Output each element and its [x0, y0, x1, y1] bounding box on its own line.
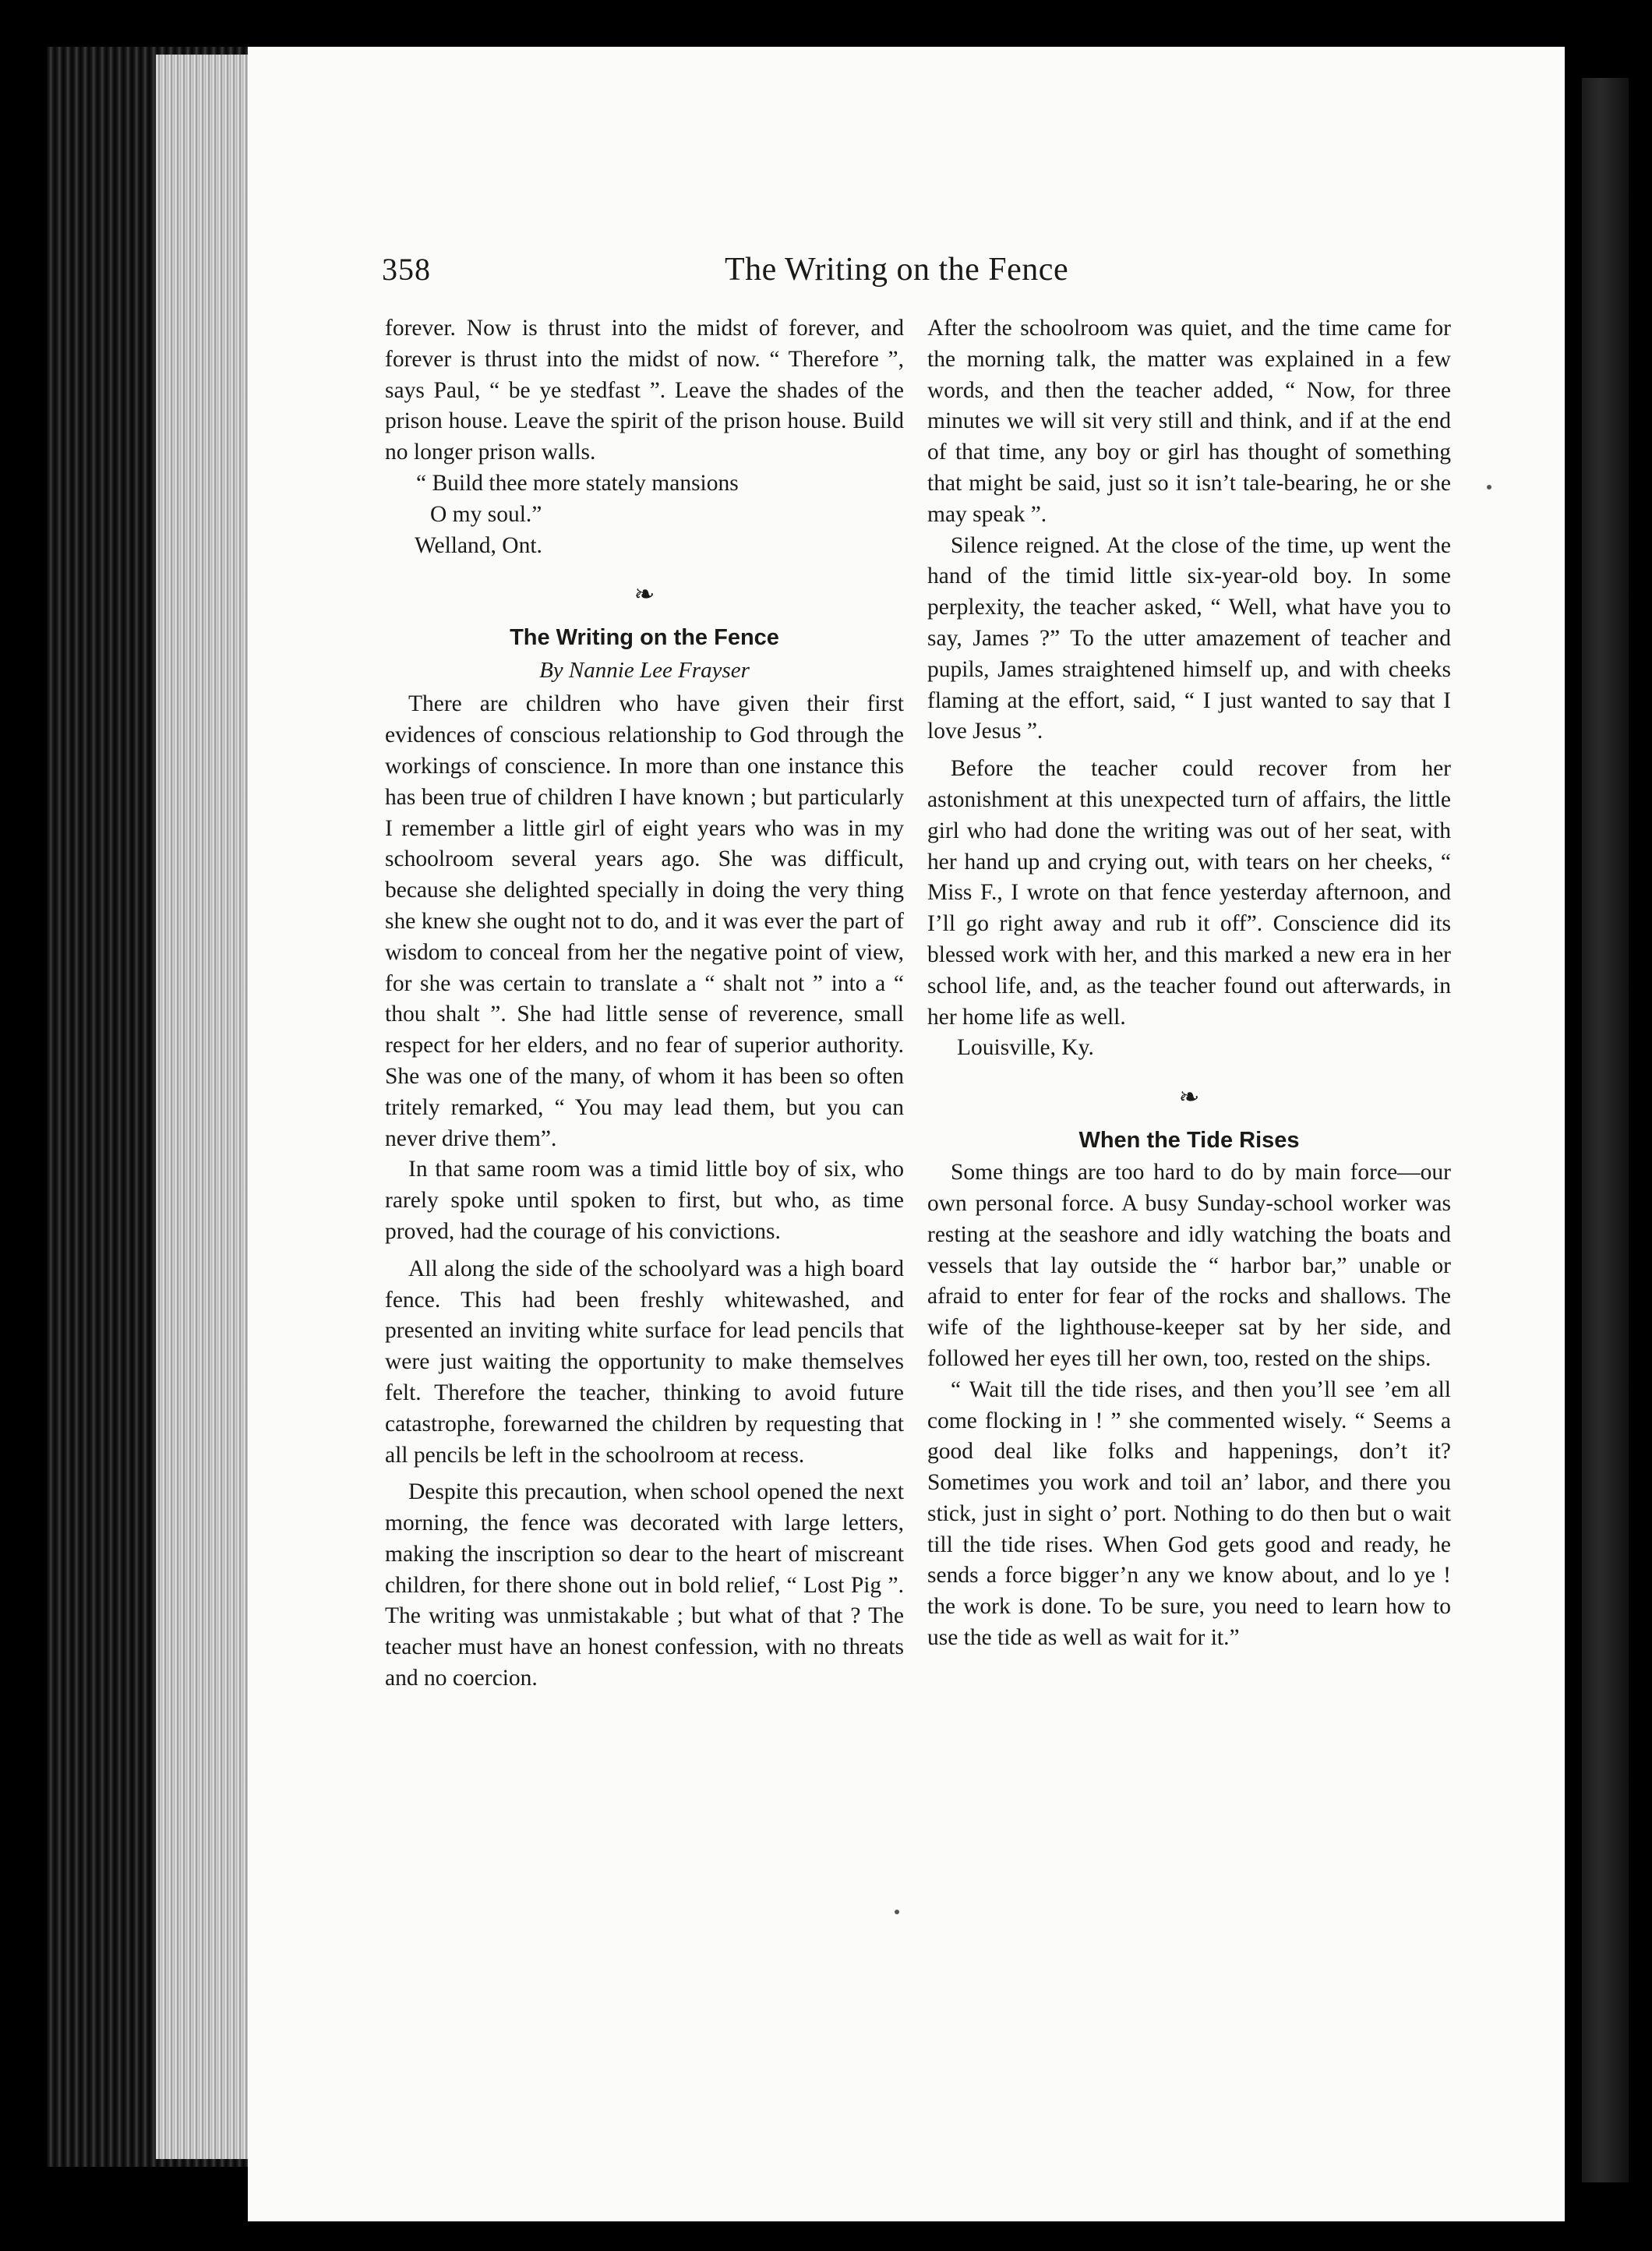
paragraph: Despite this precaution, when school opened the next morning, the fence was decorated with large letters, making the inscription so dear to the heart of miscreant children, for there shone out in bold relief, “ Lost Pig ”. The writing was unmistakable ; but what of that ? The teacher must have an honest confession, with no threats and no coercion.: [385, 1479, 904, 1691]
paragraph: There are children who have given their first evidences of conscious relationship to God through the workings of conscience. In more than one instance this has been true of children I have known ; but particularly I remember a little girl of eight years who was in my schoolroom several years ago. She was difficult, because she delighted specially in doing the very thing she knew she ought not to do, and it was ever the part of wisdom to conceal from her the negative point of view, for she was certain to translate a “ shalt not ” into a “ thou shalt ”. She had little sense of reverence, small respect for her elders, and no fear of superior authority. She was one of the many, of whom it has been so often tritely remarked, “ You may lead them, but you can never drive them”.: [385, 691, 904, 1151]
verse-line: O my soul.”: [430, 501, 542, 527]
ornament-icon: ❧: [634, 580, 655, 609]
paragraph: All along the side of the schoolyard was a high board fence. This had been freshly whitewashed, and presented an inviting white surface for lead pencils that were just waiting the opportunity to make themselves felt. Therefore the teacher, thinking to avoid future catastrophe, forewarned the children by requesting that all pencils be left in the schoolroom at recess.: [385, 1256, 904, 1468]
article-title: When the Tide Rises: [1078, 1128, 1300, 1154]
paragraph: Silence reigned. At the close of the time, up went the hand of the timid little six-year-old boy. In some perplexity, the teacher asked, “ Well, what have you to say, James ?” To the utter amazement of teacher and pupils, James straightened himself up, and with cheeks flaming at the effort, said, “ I just wanted to say that I love Jesus ”.: [927, 532, 1451, 744]
facing-page-edge: [1582, 78, 1629, 2182]
running-title: The Writing on the Fence: [725, 252, 1069, 288]
signature: Welland, Ont.: [415, 532, 542, 558]
article-title: The Writing on the Fence: [510, 625, 779, 651]
ornament-icon: ❧: [1178, 1083, 1200, 1111]
paragraph: In that same room was a timid little boy of six, who rarely spoke until spoken to first, but who, as time proved, had the courage of his convictions.: [385, 1157, 904, 1244]
verse-line: “ Build thee more stately mansions: [416, 470, 739, 496]
intro-text: forever. Now is thrust into the midst of forever, and forever is thrust into the midst of now. “ Therefore ”, says Paul, “ be ye stedfast ”. Leave the shades of the prison house. Leave the spirit of the prison house. Build no longer prison walls.: [385, 316, 904, 465]
paragraph: Some things are too hard to do by main force—our own personal force. A busy Sunday-school worker was resting at the seashore and idly watching the boats and vessels that lay outside the “ harbor bar,” unable or afraid to enter for fear of the rocks and shallows. The wife of the lighthouse-keeper sat by her side, and followed her eyes till her own, too, rested on the ships.: [927, 1160, 1451, 1371]
right-column: [927, 313, 1451, 1654]
speck: [895, 1910, 899, 1914]
paragraph: Before the teacher could recover from her astonishment at this unexpected turn of affairs, the little girl who had done the writing was out of her seat, with her hand up and crying out, with tears on her cheeks, “ Miss F., I wrote on that fence yesterday afternoon, and I’ll go right away and rub it off”. Conscience did its blessed work with her, and this marked a new era in her school life, and, as the teacher found out afterwards, in her home life as well.: [927, 756, 1451, 1030]
byline: By Nannie Lee Frayser: [539, 658, 750, 684]
continuation-text: After the schoolroom was quiet, and the time came for the morning talk, the matter was explained in a few words, and then the teacher added, “ Now, for three minutes we will sit very still and think, and if at the end of that time, any boy or girl has thought of something that might be said, just so it isn’t tale-bearing, he or she may speak ”.: [927, 316, 1451, 527]
signature: Louisville, Ky.: [957, 1035, 1094, 1061]
left-column: [385, 313, 904, 1694]
page-number: 358: [382, 252, 431, 287]
running-head: [382, 251, 1473, 298]
page-edges: [156, 55, 248, 2159]
speck: [1487, 485, 1491, 489]
paragraph: “ Wait till the tide rises, and then you’ll see ’em all come flocking in ! ” she commented wisely. “ Seems a good deal like folks and happenings, don’t it? Sometimes you work and toil an’ labor, and there you stick, just in sight o’ port. Nothing to do then but o wait till the tide rises. When God gets good and ready, he sends a force bigger’n any we know about, and lo ye ! the work is done. To be sure, you need to learn how to use the tide as well as wait for it.”: [927, 1376, 1451, 1651]
